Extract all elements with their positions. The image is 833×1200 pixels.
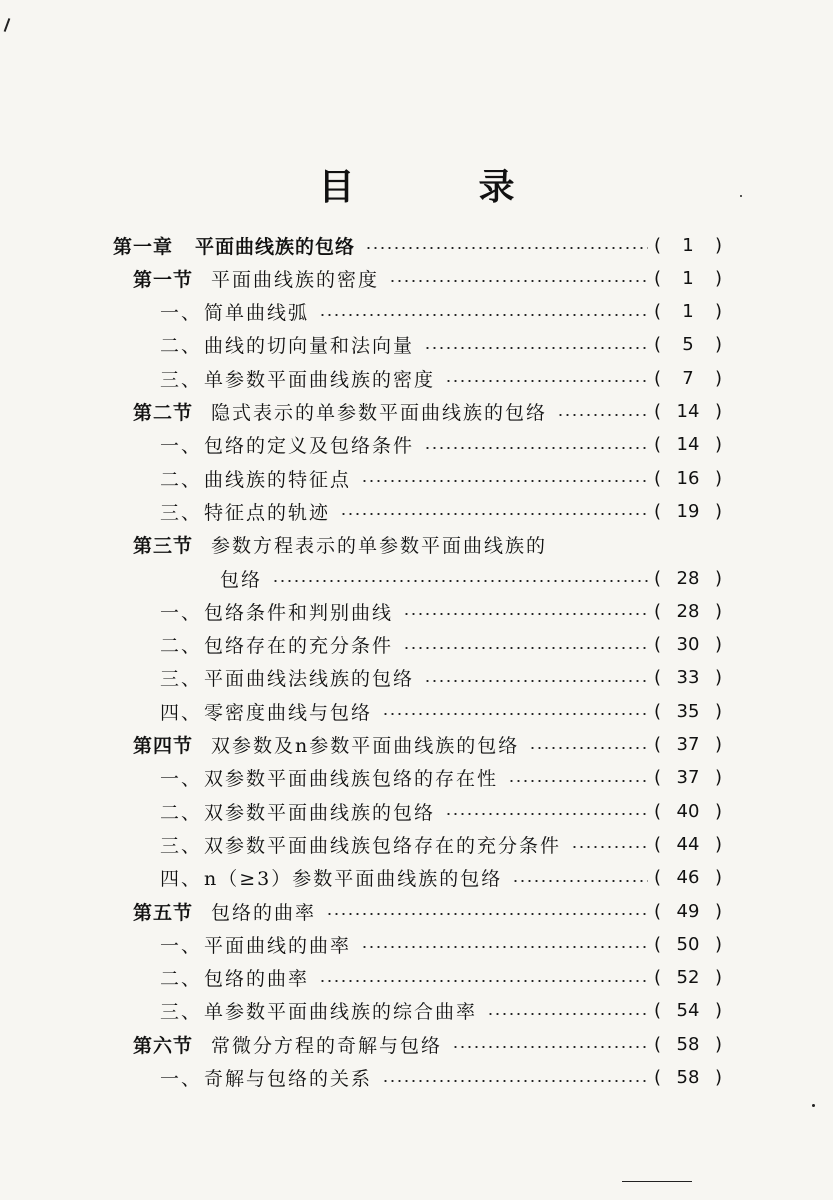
- toc-subentry: [160, 662, 722, 694]
- entry-title: 包络条件和判别曲线: [204, 601, 394, 624]
- leader-dots: [319, 980, 648, 982]
- close-paren: ): [714, 1000, 722, 1022]
- entry-label: 第一章: [113, 235, 174, 258]
- page-number: 1: [682, 267, 694, 289]
- entry-label: 第三节: [133, 535, 194, 558]
- open-paren: (: [654, 267, 662, 289]
- toc-section: [133, 1028, 722, 1060]
- leader-dots: [508, 780, 648, 782]
- entry-label: 第四节: [133, 735, 194, 757]
- toc-subentry: [160, 995, 722, 1027]
- page-number: 1: [682, 301, 694, 323]
- leader-dots: [382, 1080, 648, 1082]
- entry-label: 一、: [160, 302, 203, 325]
- page-number: 14: [676, 434, 700, 456]
- leader-dots: [452, 1046, 648, 1048]
- page-number: 30: [676, 634, 700, 656]
- page-reference: [654, 401, 722, 422]
- toc-section: [133, 529, 722, 561]
- page-number: 58: [676, 1033, 700, 1055]
- page-reference: [654, 701, 722, 722]
- leader-dots: [445, 380, 648, 382]
- toc-subentry: [160, 795, 722, 827]
- toc-subentry: [160, 462, 722, 494]
- open-paren: (: [654, 600, 662, 622]
- close-paren: ): [714, 833, 722, 855]
- page-reference: [654, 1067, 722, 1088]
- scan-mark: [812, 1104, 815, 1107]
- entry-title: 奇解与包络的关系: [204, 1068, 373, 1090]
- toc-subentry: [160, 629, 722, 661]
- page-reference: [654, 934, 722, 955]
- page-reference: [654, 1034, 722, 1055]
- toc-subentry: [160, 329, 722, 361]
- entry-label: 三、: [160, 1001, 203, 1024]
- leader-dots: [340, 513, 648, 515]
- page-reference: [654, 867, 722, 888]
- open-paren: (: [654, 234, 662, 256]
- scan-mark: [4, 18, 11, 32]
- open-paren: (: [654, 900, 662, 922]
- leader-dots: [361, 946, 648, 948]
- close-paren: ): [714, 1067, 722, 1088]
- page-number: 58: [676, 1067, 700, 1088]
- entry-title: 双参数平面曲线族包络的存在性: [204, 768, 499, 791]
- close-paren: ): [714, 500, 722, 522]
- close-paren: ): [714, 634, 722, 656]
- leader-dots: [403, 647, 648, 649]
- close-paren: ): [714, 800, 722, 822]
- page-number: 5: [682, 334, 694, 356]
- page-number: 19: [676, 500, 700, 522]
- close-paren: ): [714, 933, 722, 955]
- page-reference: [654, 268, 722, 289]
- leader-dots: [529, 747, 648, 749]
- entry-label: 二、: [160, 468, 203, 491]
- entry-title: 平面曲线法线族的包络: [204, 668, 415, 691]
- open-paren: (: [654, 734, 662, 755]
- page-reference: [654, 734, 722, 755]
- page-reference: [654, 601, 722, 622]
- page-reference: [654, 301, 722, 322]
- toc-subentry: [160, 828, 722, 860]
- page-number: 14: [676, 401, 700, 422]
- page-number: 37: [676, 734, 700, 755]
- toc-section: [133, 396, 722, 428]
- leader-dots: [403, 613, 648, 615]
- page-number: 33: [676, 667, 700, 689]
- entry-label: 三、: [160, 501, 203, 524]
- entry-title: 包络的曲率: [211, 901, 317, 924]
- leader-dots: [512, 880, 648, 882]
- entry-label: 二、: [160, 635, 203, 658]
- page-number: 28: [676, 567, 700, 589]
- open-paren: (: [654, 467, 662, 489]
- page-reference: [654, 967, 722, 988]
- entry-title: 包络: [220, 568, 263, 591]
- page-reference: [654, 368, 722, 389]
- open-paren: (: [654, 434, 662, 456]
- page-number: 52: [676, 967, 700, 989]
- leader-dots: [361, 480, 648, 482]
- entry-label: 第六节: [133, 1034, 194, 1057]
- close-paren: ): [714, 700, 722, 722]
- entry-title: 双参数及n参数平面曲线族的包络: [211, 735, 520, 757]
- entry-title: n（≥3）参数平面曲线族的包络: [204, 868, 503, 891]
- close-paren: ): [714, 767, 722, 789]
- entry-title: 常微分方程的奇解与包络: [211, 1034, 443, 1057]
- page-number: 54: [676, 1000, 700, 1022]
- page-title: 目 录: [318, 167, 559, 208]
- close-paren: ): [714, 1033, 722, 1055]
- leader-dots: [445, 813, 648, 815]
- close-paren: ): [714, 334, 722, 356]
- page-number: 28: [676, 600, 700, 622]
- page-number: 46: [676, 867, 700, 889]
- entry-title: 平面曲线的曲率: [204, 934, 352, 957]
- entry-label: 二、: [160, 801, 203, 824]
- entry-label: 一、: [160, 601, 203, 624]
- open-paren: (: [654, 1000, 662, 1022]
- entry-label: 四、: [160, 868, 203, 891]
- entry-title: 包络存在的充分条件: [204, 635, 394, 658]
- toc-subentry: [160, 429, 722, 461]
- entry-title: 曲线族的特征点: [204, 468, 352, 491]
- toc-subentry: [160, 962, 722, 994]
- page-reference: [654, 767, 722, 788]
- toc-section: [133, 262, 722, 294]
- page-number: 35: [676, 700, 700, 722]
- entry-label: 第五节: [133, 901, 194, 924]
- leader-dots: [424, 447, 648, 449]
- close-paren: ): [714, 367, 722, 389]
- entry-label: 一、: [160, 1068, 203, 1090]
- toc-subentry: [160, 862, 722, 894]
- toc-subentry: [160, 762, 722, 794]
- entry-title: 单参数平面曲线族的综合曲率: [204, 1001, 478, 1024]
- entry-label: 二、: [160, 335, 203, 358]
- entry-label: 三、: [160, 834, 203, 857]
- toc-subentry: [160, 296, 722, 328]
- page-reference: [654, 468, 722, 489]
- open-paren: (: [654, 933, 662, 955]
- page-number: 7: [682, 367, 694, 389]
- close-paren: ): [714, 900, 722, 922]
- entry-title: 简单曲线弧: [204, 302, 310, 325]
- open-paren: (: [654, 500, 662, 522]
- page-number: 16: [676, 467, 700, 489]
- leader-dots: [319, 314, 648, 316]
- toc-subentry: [160, 928, 722, 960]
- close-paren: ): [714, 434, 722, 456]
- entry-title: 包络的定义及包络条件: [204, 435, 415, 458]
- leader-dots: [382, 713, 648, 715]
- toc-subentry: [160, 1062, 722, 1094]
- entry-label: 一、: [160, 768, 203, 791]
- close-paren: ): [714, 301, 722, 323]
- leader-dots: [424, 347, 648, 349]
- entry-title: 平面曲线族的包络: [195, 235, 356, 258]
- close-paren: ): [714, 467, 722, 489]
- page-reference: [654, 634, 722, 655]
- entry-title: 隐式表示的单参数平面曲线族的包络: [211, 402, 548, 424]
- entry-title: 单参数平面曲线族的密度: [204, 368, 436, 391]
- entry-label: 第一节: [133, 268, 194, 291]
- open-paren: (: [654, 1033, 662, 1055]
- close-paren: ): [714, 667, 722, 689]
- close-paren: ): [714, 734, 722, 755]
- page-reference: [654, 235, 722, 256]
- page-reference: [654, 801, 722, 822]
- entry-label: 一、: [160, 934, 203, 957]
- scan-mark: [740, 195, 742, 197]
- entry-title: 包络的曲率: [204, 968, 310, 991]
- close-paren: ): [714, 967, 722, 989]
- open-paren: (: [654, 1067, 662, 1088]
- page-reference: [654, 667, 722, 688]
- page-reference: [654, 1000, 722, 1021]
- page-number: 1: [682, 234, 694, 256]
- entry-label: 三、: [160, 668, 203, 691]
- open-paren: (: [654, 634, 662, 656]
- leader-dots: [326, 913, 648, 915]
- entry-title: 曲线的切向量和法向量: [204, 335, 415, 358]
- close-paren: ): [714, 567, 722, 589]
- open-paren: (: [654, 767, 662, 789]
- entry-label: 第二节: [133, 402, 194, 424]
- entry-label: 四、: [160, 701, 203, 724]
- close-paren: ): [714, 267, 722, 289]
- entry-label: 三、: [160, 368, 203, 391]
- open-paren: (: [654, 667, 662, 689]
- scan-mark: [622, 1181, 692, 1182]
- close-paren: ): [714, 867, 722, 889]
- toc-subentry: [160, 495, 722, 527]
- close-paren: ): [714, 234, 722, 256]
- entry-title: 双参数平面曲线族的包络: [204, 801, 436, 824]
- leader-dots: [571, 846, 648, 848]
- leader-dots: [365, 247, 648, 249]
- page-number: 49: [676, 900, 700, 922]
- leader-dots: [389, 280, 648, 282]
- page-number: 37: [676, 767, 700, 789]
- toc-subentry: [160, 695, 722, 727]
- toc-subentry: [160, 595, 722, 627]
- open-paren: (: [654, 401, 662, 422]
- toc-section: [220, 562, 722, 594]
- open-paren: (: [654, 334, 662, 356]
- close-paren: ): [714, 401, 722, 422]
- toc-subentry: [160, 362, 722, 394]
- page-number: 40: [676, 800, 700, 822]
- open-paren: (: [654, 367, 662, 389]
- leader-dots: [487, 1013, 648, 1015]
- toc-chapter: [113, 229, 722, 261]
- entry-title: 特征点的轨迹: [204, 501, 331, 524]
- page-reference: [654, 434, 722, 455]
- open-paren: (: [654, 800, 662, 822]
- page-number: 44: [676, 833, 700, 855]
- open-paren: (: [654, 967, 662, 989]
- toc-section: [133, 895, 722, 927]
- open-paren: (: [654, 567, 662, 589]
- entry-label: 二、: [160, 968, 203, 991]
- close-paren: ): [714, 600, 722, 622]
- page-reference: [654, 501, 722, 522]
- entry-title: 平面曲线族的密度: [211, 268, 380, 291]
- page-reference: [654, 901, 722, 922]
- leader-dots: [424, 680, 648, 682]
- entry-label: 一、: [160, 435, 203, 458]
- page-reference: [654, 568, 722, 589]
- entry-title: 参数方程表示的单参数平面曲线族的: [211, 535, 548, 558]
- entry-title: 零密度曲线与包络: [204, 701, 373, 724]
- leader-dots: [557, 414, 648, 416]
- open-paren: (: [654, 833, 662, 855]
- open-paren: (: [654, 700, 662, 722]
- leader-dots: [272, 580, 648, 582]
- page-number: 50: [676, 933, 700, 955]
- page-reference: [654, 334, 722, 355]
- open-paren: (: [654, 867, 662, 889]
- page-reference: [654, 834, 722, 855]
- toc-section: [133, 729, 722, 761]
- open-paren: (: [654, 301, 662, 323]
- entry-title: 双参数平面曲线族包络存在的充分条件: [204, 834, 562, 857]
